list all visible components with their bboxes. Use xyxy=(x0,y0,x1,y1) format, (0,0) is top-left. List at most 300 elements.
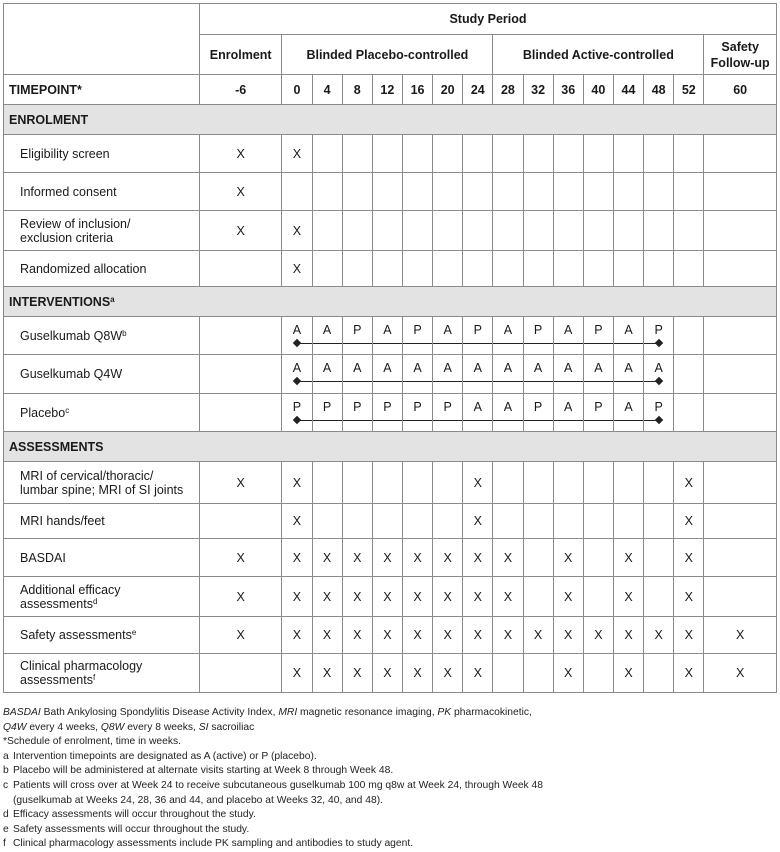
timepoint-cell: 24 xyxy=(463,75,493,105)
schedule-cell xyxy=(342,504,372,539)
schedule-cell xyxy=(433,173,463,211)
footnote-key: f xyxy=(3,838,6,850)
timepoint-cell: 48 xyxy=(644,75,674,105)
schedule-cell xyxy=(704,135,777,173)
schedule-cell xyxy=(553,504,583,539)
schedule-cell xyxy=(704,394,777,432)
intervention-mark: A xyxy=(473,361,482,375)
schedule-cell xyxy=(613,173,643,211)
schedule-cell xyxy=(704,462,777,504)
schedule-cell: X xyxy=(553,654,583,693)
schedule-cell: X xyxy=(704,654,777,693)
schedule-cell xyxy=(644,462,674,504)
schedule-cell xyxy=(704,355,777,394)
intervention-cell xyxy=(523,394,553,432)
timeline-line xyxy=(554,343,583,344)
schedule-cell: X xyxy=(282,251,312,287)
schedule-cell xyxy=(674,173,704,211)
timeline-line xyxy=(373,343,402,344)
schedule-cell xyxy=(433,135,463,173)
schedule-cell xyxy=(674,135,704,173)
schedule-cell: X xyxy=(282,135,312,173)
schedule-cell xyxy=(613,251,643,287)
schedule-cell: X xyxy=(282,504,312,539)
footnote-d: d Efficacy assessments will occur throughout the study. xyxy=(3,808,777,823)
schedule-cell xyxy=(704,539,777,577)
schedule-cell xyxy=(493,654,523,693)
schedule-cell xyxy=(402,251,432,287)
schedule-cell xyxy=(644,654,674,693)
schedule-cell: X xyxy=(199,173,281,211)
schedule-cell xyxy=(282,173,312,211)
superscript-note: c xyxy=(65,405,70,415)
table-row xyxy=(4,504,777,539)
intervention-mark: A xyxy=(413,361,422,375)
timeline-line xyxy=(403,343,432,344)
intervention-mark: A xyxy=(564,361,573,375)
schedule-cell: X xyxy=(463,539,493,577)
abbreviation-term: BASDAI xyxy=(3,707,41,718)
schedule-cell xyxy=(433,462,463,504)
timepoint-cell: 36 xyxy=(553,75,583,105)
schedule-cell: X xyxy=(644,617,674,654)
schedule-cell: X xyxy=(199,577,281,617)
schedule-cell xyxy=(402,504,432,539)
schedule-cell xyxy=(644,211,674,251)
intervention-mark: P xyxy=(413,323,422,337)
schedule-cell: X xyxy=(282,617,312,654)
timepoint-cell: 52 xyxy=(674,75,704,105)
intervention-cell xyxy=(433,394,463,432)
timeline-line xyxy=(343,343,372,344)
intervention-cell xyxy=(282,317,312,355)
intervention-mark: A xyxy=(503,400,513,414)
superscript-note: b xyxy=(122,328,127,338)
timepoint-cell: 4 xyxy=(312,75,342,105)
table-row xyxy=(4,577,777,617)
timepoint-cell: 20 xyxy=(433,75,463,105)
abbreviation-term: Q4W xyxy=(3,721,27,733)
intervention-cell xyxy=(463,355,493,394)
schedule-cell: X xyxy=(312,654,342,693)
intervention-mark: A xyxy=(292,323,302,337)
schedule-cell xyxy=(463,173,493,211)
schedule-cell xyxy=(644,173,674,211)
row-label: Eligibility screen xyxy=(4,135,200,173)
intervention-cell xyxy=(644,355,674,394)
schedule-cell xyxy=(583,211,613,251)
asterisk-note: *Schedule of enrolment, time in weeks. xyxy=(3,736,181,748)
row-label: Placebo$^c$ xyxy=(4,394,200,432)
schedule-cell: X xyxy=(199,539,281,577)
schedule-cell xyxy=(674,211,704,251)
intervention-cell xyxy=(282,355,312,394)
timeline-line xyxy=(433,343,462,344)
schedule-cell xyxy=(199,317,281,355)
schedule-cell xyxy=(583,504,613,539)
superscript-note: a xyxy=(110,294,115,304)
schedule-cell xyxy=(704,317,777,355)
schedule-cell xyxy=(463,251,493,287)
timepoint-label: TIMEPOINT* xyxy=(4,75,200,105)
schedule-cell: X xyxy=(372,577,402,617)
schedule-cell xyxy=(493,135,523,173)
schedule-cell xyxy=(674,251,704,287)
timeline-diamond-icon xyxy=(293,416,301,424)
intervention-mark: P xyxy=(443,400,452,414)
schedule-cell xyxy=(523,654,553,693)
schedule-cell: X xyxy=(463,462,493,504)
intervention-mark: P xyxy=(413,400,422,414)
schedule-cell xyxy=(372,173,402,211)
intervention-cell xyxy=(523,317,553,355)
section-title: ENROLMENT xyxy=(4,105,777,135)
schedule-cell xyxy=(493,211,523,251)
footnote-key: c xyxy=(3,779,9,791)
schedule-cell: X xyxy=(583,617,613,654)
timeline-line xyxy=(433,420,462,421)
schedule-cell xyxy=(199,251,281,287)
row-label: BASDAI xyxy=(4,539,200,577)
schedule-cell: X xyxy=(402,577,432,617)
timeline-line xyxy=(524,381,553,382)
row-label: Randomized allocation xyxy=(4,251,200,287)
intervention-cell xyxy=(372,394,402,432)
schedule-cell xyxy=(342,211,372,251)
schedule-cell xyxy=(372,251,402,287)
intervention-cell xyxy=(342,355,372,394)
schedule-cell xyxy=(312,211,342,251)
schedule-cell xyxy=(433,211,463,251)
schedule-cell: X xyxy=(674,539,704,577)
section-header-row xyxy=(4,105,777,135)
schedule-cell xyxy=(613,462,643,504)
timeline-line xyxy=(313,381,342,382)
timeline-line xyxy=(584,420,613,421)
schedule-cell xyxy=(523,251,553,287)
schedule-cell: X xyxy=(199,211,281,251)
schedule-cell: X xyxy=(463,654,493,693)
schedule-cell: X xyxy=(674,462,704,504)
intervention-cell xyxy=(553,317,583,355)
intervention-mark: P xyxy=(353,400,362,414)
schedule-cell xyxy=(523,173,553,211)
timeline-line xyxy=(343,381,372,382)
table-row xyxy=(4,462,777,504)
intervention-mark: A xyxy=(564,400,573,414)
phase-header: Enrolment xyxy=(199,35,281,75)
phase-header: Blinded Active-controlled xyxy=(493,35,704,75)
schedule-cell: X xyxy=(674,654,704,693)
intervention-mark: A xyxy=(353,361,362,375)
schedule-cell xyxy=(644,539,674,577)
intervention-mark: A xyxy=(624,361,633,375)
schedule-cell xyxy=(644,251,674,287)
timepoint-cell: 28 xyxy=(493,75,523,105)
schedule-cell: X xyxy=(199,135,281,173)
section-title: INTERVENTIONS$^a$ xyxy=(4,287,777,317)
schedule-cell xyxy=(372,211,402,251)
timepoint-cell: 12 xyxy=(372,75,402,105)
schedule-cell: X xyxy=(704,617,777,654)
intervention-cell xyxy=(372,317,402,355)
intervention-cell xyxy=(402,394,432,432)
schedule-cell xyxy=(493,462,523,504)
table-row xyxy=(4,394,777,432)
schedule-cell xyxy=(613,504,643,539)
timepoint-cell: 60 xyxy=(704,75,777,105)
schedule-cell xyxy=(199,355,281,394)
schedule-cell xyxy=(372,504,402,539)
schedule-cell xyxy=(553,462,583,504)
schedule-cell xyxy=(523,539,553,577)
schedule-cell: X xyxy=(282,577,312,617)
schedule-cell: X xyxy=(553,617,583,654)
schedule-cell: X xyxy=(312,617,342,654)
table-row xyxy=(4,317,777,355)
schedule-cell xyxy=(644,577,674,617)
schedule-cell xyxy=(312,173,342,211)
intervention-cell xyxy=(402,317,432,355)
schedule-cell xyxy=(583,462,613,504)
abbreviation-term: PK xyxy=(437,707,452,718)
intervention-mark: A xyxy=(503,323,513,337)
intervention-mark: P xyxy=(594,400,603,414)
schedule-cell xyxy=(704,173,777,211)
timeline-line xyxy=(463,420,492,421)
study-period-header: Study Period xyxy=(199,4,776,35)
footnote-key: d xyxy=(3,809,9,821)
schedule-cell xyxy=(433,504,463,539)
schedule-cell: X xyxy=(372,617,402,654)
schedule-cell xyxy=(704,251,777,287)
intervention-cell xyxy=(493,394,523,432)
intervention-mark: P xyxy=(383,400,392,414)
schedule-cell: X xyxy=(433,539,463,577)
intervention-cell xyxy=(613,317,643,355)
schedule-cell xyxy=(402,211,432,251)
schedule-cell xyxy=(493,173,523,211)
schedule-cell xyxy=(553,251,583,287)
schedule-cell: X xyxy=(199,617,281,654)
intervention-cell xyxy=(433,317,463,355)
schedule-cell xyxy=(372,462,402,504)
schedule-cell: X xyxy=(674,617,704,654)
table-row xyxy=(4,355,777,394)
schedule-cell xyxy=(523,577,553,617)
footnotes xyxy=(3,706,777,852)
timeline-diamond-icon xyxy=(654,339,662,347)
timeline-line xyxy=(493,420,522,421)
intervention-cell xyxy=(312,394,342,432)
row-label: Informed consent xyxy=(4,173,200,211)
schedule-cell xyxy=(704,577,777,617)
header-row-study-period xyxy=(4,4,777,35)
superscript-note: f xyxy=(92,673,96,682)
schedule-cell: X xyxy=(402,617,432,654)
timeline-line xyxy=(313,343,342,344)
intervention-cell xyxy=(553,394,583,432)
schedule-cell xyxy=(463,135,493,173)
schedule-cell: X xyxy=(674,504,704,539)
timeline-diamond-icon xyxy=(654,377,662,385)
header-blank xyxy=(4,4,200,75)
timepoint-cell: 40 xyxy=(583,75,613,105)
schedule-cell xyxy=(402,462,432,504)
intervention-cell xyxy=(463,317,493,355)
timeline-line xyxy=(493,343,522,344)
section-header-row xyxy=(4,432,777,462)
header-row-timepoints xyxy=(4,75,777,105)
schedule-cell: X xyxy=(402,654,432,693)
schedule-cell xyxy=(312,251,342,287)
intervention-cell xyxy=(613,394,643,432)
timepoint-cell: 16 xyxy=(402,75,432,105)
intervention-cell xyxy=(282,394,312,432)
intervention-cell xyxy=(493,317,523,355)
schedule-cell: X xyxy=(282,211,312,251)
abbreviations: BASDAI Bath Ankylosing Spondylitis Disease Activity Index, MRI magnetic resonance imaging, PK pharmacokinetic, Q4W every 4 weeks, Q8W every 8 weeks, SI sacroiliac xyxy=(3,707,532,733)
schedule-cell: X xyxy=(493,617,523,654)
section-header-row xyxy=(4,287,777,317)
timeline-line xyxy=(524,343,553,344)
schedule-cell: X xyxy=(553,577,583,617)
schedule-cell xyxy=(523,135,553,173)
timepoint-cell: 0 xyxy=(282,75,312,105)
intervention-cell xyxy=(342,394,372,432)
schedule-cell: X xyxy=(342,539,372,577)
timeline-line xyxy=(614,343,643,344)
intervention-cell xyxy=(613,355,643,394)
timeline-line xyxy=(343,420,372,421)
timeline-diamond-icon xyxy=(654,416,662,424)
schedule-cell xyxy=(553,135,583,173)
row-label: Review of inclusion/ exclusion criteria xyxy=(4,211,200,251)
schedule-table xyxy=(3,3,777,693)
intervention-mark: A xyxy=(443,361,452,375)
intervention-mark: A xyxy=(292,361,302,375)
timepoint-cell: 44 xyxy=(613,75,643,105)
schedule-cell xyxy=(342,135,372,173)
timeline-line xyxy=(463,381,492,382)
schedule-cell xyxy=(704,504,777,539)
schedule-cell xyxy=(613,135,643,173)
intervention-mark: A xyxy=(322,361,332,375)
footnote-key: e xyxy=(3,823,9,835)
intervention-mark: P xyxy=(533,400,543,414)
schedule-cell xyxy=(583,173,613,211)
footnote-f: f Clinical pharmacology assessments include PK sampling and antibodies to study agent. xyxy=(3,837,777,852)
intervention-mark: A xyxy=(443,323,452,337)
schedule-cell xyxy=(583,654,613,693)
intervention-cell xyxy=(523,355,553,394)
schedule-cell: X xyxy=(342,617,372,654)
table-row xyxy=(4,539,777,577)
schedule-cell: X xyxy=(463,617,493,654)
intervention-mark: P xyxy=(594,323,603,337)
intervention-mark: A xyxy=(503,361,513,375)
footnote-e: e Safety assessments will occur throughout the study. xyxy=(3,823,777,838)
timepoint-cell: -6 xyxy=(199,75,281,105)
table-row xyxy=(4,251,777,287)
schedule-cell xyxy=(674,394,704,432)
schedule-cell xyxy=(523,504,553,539)
phase-header: Safety Follow-up xyxy=(704,35,777,75)
schedule-cell xyxy=(644,504,674,539)
intervention-cell xyxy=(583,394,613,432)
intervention-cell xyxy=(583,355,613,394)
intervention-mark: A xyxy=(533,361,543,375)
schedule-cell xyxy=(704,211,777,251)
row-label: Safety assessments$^e$ xyxy=(4,617,200,654)
intervention-mark: A xyxy=(473,400,482,414)
table-row xyxy=(4,654,777,693)
schedule-cell: X xyxy=(402,539,432,577)
timeline-line xyxy=(313,420,342,421)
intervention-mark: A xyxy=(322,323,332,337)
intervention-cell xyxy=(463,394,493,432)
timepoint-cell: 8 xyxy=(342,75,372,105)
intervention-cell xyxy=(312,317,342,355)
schedule-cell xyxy=(199,504,281,539)
schedule-cell xyxy=(644,135,674,173)
footnote-key: a xyxy=(3,750,9,762)
schedule-cell xyxy=(553,173,583,211)
footnote-a: a Intervention timepoints are designated as A (active) or P (placebo). xyxy=(3,750,777,765)
schedule-cell: X xyxy=(372,539,402,577)
intervention-mark: P xyxy=(473,323,482,337)
schedule-cell: X xyxy=(493,539,523,577)
footnote-continuation: (guselkumab at Weeks 24, 28, 36 and 44, and placebo at Weeks 32, 40, and 48). xyxy=(13,794,383,806)
schedule-cell: X xyxy=(493,577,523,617)
superscript-note: d xyxy=(92,596,98,606)
footnote-b: b Placebo will be administered at alternate visits starting at Week 8 through Week 48. xyxy=(3,764,777,779)
timeline-line xyxy=(373,420,402,421)
schedule-cell: X xyxy=(312,577,342,617)
intervention-mark: P xyxy=(533,323,543,337)
schedule-cell: X xyxy=(613,539,643,577)
timepoint-cell: 32 xyxy=(523,75,553,105)
table-row xyxy=(4,617,777,654)
abbreviation-term: Q8W xyxy=(100,721,125,733)
intervention-cell xyxy=(553,355,583,394)
intervention-cell xyxy=(312,355,342,394)
timeline-line xyxy=(463,343,492,344)
schedule-cell: X xyxy=(523,617,553,654)
intervention-cell xyxy=(644,317,674,355)
schedule-cell xyxy=(199,394,281,432)
schedule-cell xyxy=(312,462,342,504)
schedule-cell xyxy=(372,135,402,173)
intervention-mark: A xyxy=(383,361,392,375)
intervention-mark: A xyxy=(624,400,633,414)
row-label: Guselkumab $Q8W^b$ xyxy=(4,317,200,355)
intervention-cell xyxy=(644,394,674,432)
timeline-line xyxy=(584,343,613,344)
schedule-cell: X xyxy=(613,654,643,693)
timeline-line xyxy=(524,420,553,421)
schedule-cell xyxy=(312,504,342,539)
section-title: ASSESSMENTS xyxy=(4,432,777,462)
intervention-mark: P xyxy=(322,400,332,414)
timeline-line xyxy=(614,420,643,421)
schedule-cell xyxy=(583,577,613,617)
intervention-mark: P xyxy=(292,400,302,414)
timeline-line xyxy=(554,381,583,382)
row-label: MRI hands/feet xyxy=(4,504,200,539)
schedule-cell: X xyxy=(312,539,342,577)
intervention-cell xyxy=(342,317,372,355)
